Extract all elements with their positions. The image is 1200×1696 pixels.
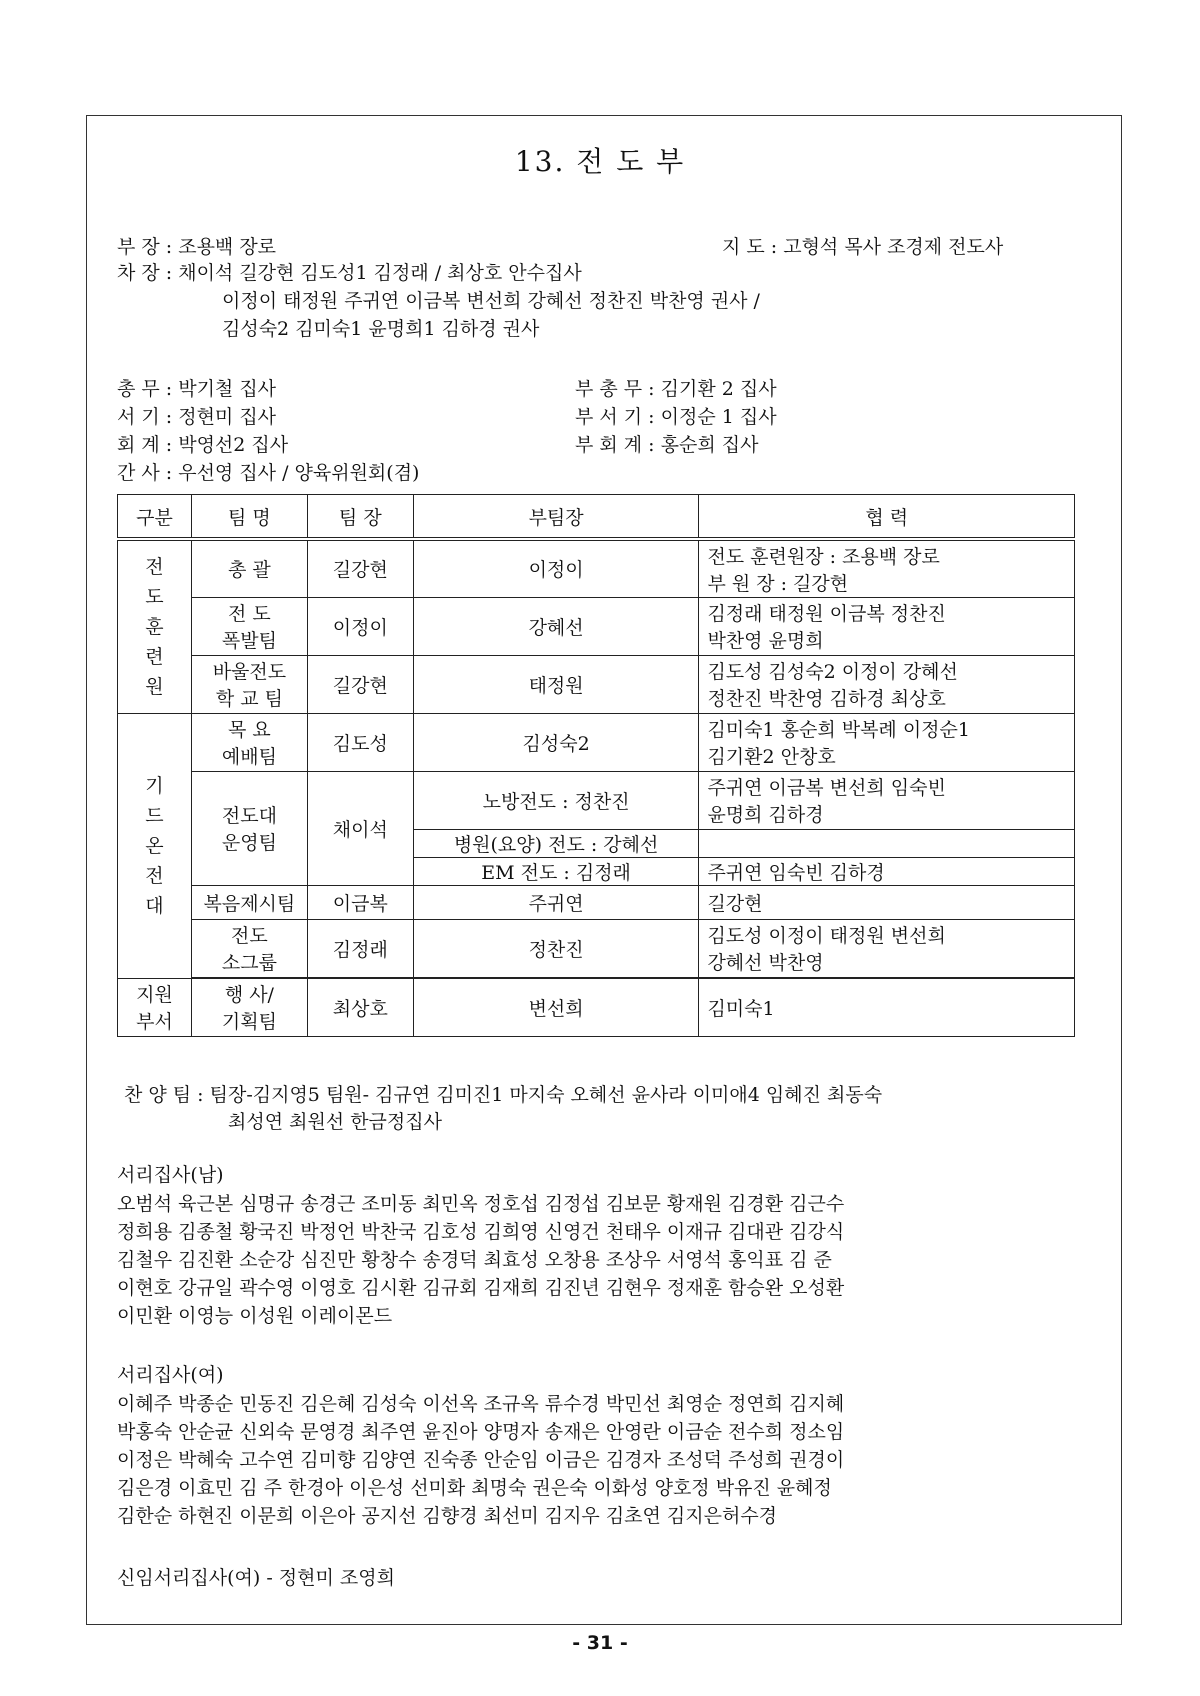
cooperation: 김정래 태정원 이금복 정찬진 박찬영 윤명희	[699, 597, 1075, 655]
team-leader: 김정래	[307, 919, 413, 977]
cooperation: 김도성 김성숙2 이정이 강혜선 정찬진 박찬영 김하경 최상호	[699, 655, 1075, 713]
header-cooperation: 협 력	[699, 495, 1075, 540]
team-name: 복음제시팀	[191, 885, 307, 919]
team-name: 전 도 폭발팀	[191, 597, 307, 655]
table-row	[118, 919, 1075, 977]
sub-leader: 변선희	[413, 978, 699, 1036]
deacons-male-line: 정희용 김종철 황국진 박정언 박찬국 김호성 김희영 신영건 천태우 이재규 김대관 김강식	[117, 1221, 845, 1243]
group-training: 전 도 훈 련 원	[118, 539, 192, 713]
sub-leader: 노방전도 : 정찬진	[413, 771, 699, 829]
sub-leader: 이정이	[413, 539, 699, 597]
deacons-male-heading: 서리집사(남)	[117, 1164, 224, 1186]
deacons-female-line: 이혜주 박종순 민동진 김은혜 김성숙 이선옥 조규옥 류수경 박민선 최영순 정연희 김지혜	[117, 1393, 845, 1415]
table-row	[118, 655, 1075, 713]
deacons-female-line: 이정은 박혜숙 고수연 김미향 김양연 진숙종 안순임 이금은 김경자 조성덕 주성희 권경이	[117, 1449, 845, 1471]
cooperation	[699, 829, 1075, 857]
cooperation: 주귀연 임숙빈 김하경	[699, 857, 1075, 885]
page-title: 13. 전 도 부	[514, 145, 686, 178]
group-gideon: 기 드 온 전 대	[118, 713, 192, 978]
leader-chajang-3: 김성숙2 김미숙1 윤명희1 김하경 권사	[222, 318, 540, 340]
table-row	[118, 539, 1075, 597]
table-header-row	[118, 495, 1075, 540]
cooperation: 주귀연 이금복 변선희 임숙빈 윤명희 김하경	[699, 771, 1075, 829]
new-deacons: 신임서리집사(여) - 정현미 조영희	[117, 1567, 395, 1589]
table-row	[118, 771, 1075, 829]
team-leader: 이금복	[307, 885, 413, 919]
team-name: 바울전도 학 교 팀	[191, 655, 307, 713]
deacons-male-line: 이민환 이영능 이성원 이레이몬드	[117, 1305, 393, 1327]
deacons-female-line: 박홍숙 안순균 신외숙 문영경 최주연 윤진아 양명자 송재은 안영란 이금순 전수희 정소임	[117, 1421, 845, 1443]
choir-line-1: 찬 양 팀 : 팀장-김지영5 팀원- 김규연 김미진1 마지숙 오혜선 윤사라 이미애4 임혜진 최동숙	[124, 1084, 883, 1106]
deacons-male-line: 오범석 육근본 심명규 송경근 조미동 최민옥 정호섭 김정섭 김보문 황재원 김경환 김근수	[117, 1193, 845, 1215]
cooperation: 길강현	[699, 885, 1075, 919]
leader-chajang-2: 이정이 태정원 주귀연 이금복 변선희 강혜선 정찬진 박찬영 권사 /	[222, 290, 760, 312]
header-team-name: 팀 명	[191, 495, 307, 540]
header-sub-leader: 부팀장	[413, 495, 699, 540]
team-leader: 최상호	[307, 978, 413, 1036]
table-row	[118, 597, 1075, 655]
sub-leader: 강혜선	[413, 597, 699, 655]
header-team-leader: 팀 장	[307, 495, 413, 540]
sub-leader: 병원(요양) 전도 : 강혜선	[413, 829, 699, 857]
team-name: 총 괄	[191, 539, 307, 597]
team-leader: 길강현	[307, 539, 413, 597]
organization-table	[117, 494, 1075, 1037]
cooperation: 김미숙1 홍순희 박복례 이정순1 김기환2 안창호	[699, 713, 1075, 771]
header-category: 구분	[118, 495, 192, 540]
officer-right-1: 부 서 기 : 이정순 1 집사	[575, 406, 777, 428]
team-leader: 길강현	[307, 655, 413, 713]
sub-leader: 김성숙2	[413, 713, 699, 771]
cooperation: 김미숙1	[699, 978, 1075, 1036]
sub-leader: 태정원	[413, 655, 699, 713]
team-leader: 이정이	[307, 597, 413, 655]
leader-chajang-1: 차 장 : 채이석 길강현 김도성1 김정래 / 최상호 안수집사	[117, 262, 582, 284]
team-name: 전도 소그룹	[191, 919, 307, 977]
table-row	[118, 978, 1075, 1036]
deacons-female-line: 김은경 이효민 김 주 한경아 이은성 선미화 최명숙 권은숙 이화성 양호정 박유진 윤혜정	[117, 1477, 832, 1499]
choir-line-2: 최성연 최원선 한금정집사	[228, 1111, 442, 1133]
leader-jido: 지 도 : 고형석 목사 조경제 전도사	[722, 236, 1004, 258]
deacons-female-heading: 서리집사(여)	[117, 1364, 224, 1386]
table-row	[118, 713, 1075, 771]
officer-left-3: 간 사 : 우선영 집사 / 양육위원회(겸)	[117, 462, 420, 484]
cooperation: 김도성 이정이 태정원 변선희 강혜선 박찬영	[699, 919, 1075, 977]
officer-right-0: 부 총 무 : 김기환 2 집사	[575, 378, 777, 400]
cooperation: 전도 훈련원장 : 조용백 장로 부 원 장 : 길강현	[699, 539, 1075, 597]
deacons-female-line: 김한순 하현진 이문희 이은아 공지선 김향경 최선미 김지우 김초연 김지은허수경	[117, 1505, 778, 1527]
officer-left-0: 총 무 : 박기철 집사	[117, 378, 277, 400]
team-name: 행 사/ 기획팀	[191, 978, 307, 1036]
sub-leader: 주귀연	[413, 885, 699, 919]
team-name: 목 요 예배팀	[191, 713, 307, 771]
sub-leader: 정찬진	[413, 919, 699, 977]
team-leader: 김도성	[307, 713, 413, 771]
sub-leader: EM 전도 : 김정래	[413, 857, 699, 885]
group-support: 지원 부서	[118, 978, 192, 1036]
officer-left-1: 서 기 : 정현미 집사	[117, 406, 277, 428]
deacons-male-line: 김철우 김진환 소순강 심진만 황창수 송경덕 최효성 오창용 조상우 서영석 홍익표 김 준	[117, 1249, 832, 1271]
officer-left-2: 회 계 : 박영선2 집사	[117, 434, 289, 456]
team-leader: 채이석	[307, 771, 413, 885]
table-row	[118, 885, 1075, 919]
page-number: - 31 -	[572, 1632, 628, 1654]
deacons-male-line: 이현호 강규일 곽수영 이영호 김시환 김규회 김재희 김진년 김현우 정재훈 함승완 오성환	[117, 1277, 845, 1299]
leader-bujang: 부 장 : 조용백 장로	[117, 236, 277, 258]
officer-right-2: 부 회 계 : 홍순희 집사	[575, 434, 759, 456]
team-name: 전도대 운영팀	[191, 771, 307, 885]
